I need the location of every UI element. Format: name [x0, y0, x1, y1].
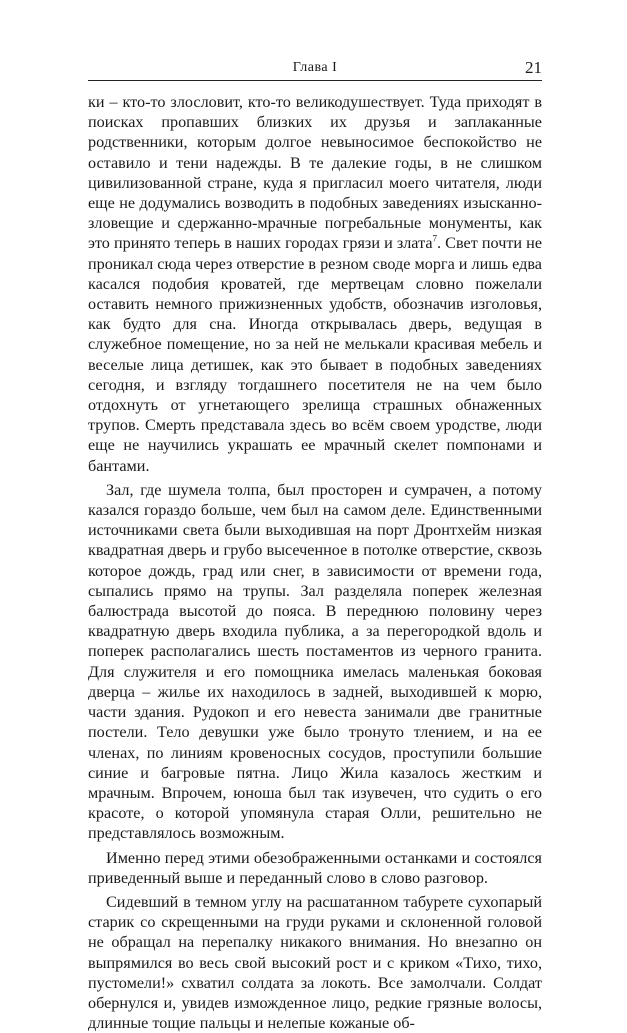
- paragraph-1: [88, 92, 542, 476]
- chapter-title: Глава I: [292, 60, 338, 75]
- footnote-marker[interactable]: 7: [432, 234, 438, 245]
- paragraph-1-text-cont: . Свет почти не проникал сюда через отверстие в резном своде морга и лишь едва касался подобия кроватей, где мертвецам словно пожелали оставить немного прижизненных удобств, обозначив изголовья, как будто для сна. Иногда открывалась дверь, ведущая в служебное помещение, но за ней не мелькали красивая мебель и веселые лица детишек, как это бывает в подобных заведениях сегодня, и взгляду тогдашнего посетителя не на чем было отдохнуть от угнетающего зрелища страшных обнаженных трупов. Смерть представала здесь во всём своем уродстве, люди еще не научились украшать ее мрачный скелет помпонами и бантами.: [88, 234, 543, 475]
- paragraph-2: Зал, где шумела толпа, был просторен и сумрачен, а потому казался гораздо больше, чем был на самом деле. Единственными источниками света были выходившая на порт Дронтхейм низкая квадратная дверь и грубо высеченное в потолке отверстие, сквозь которое дождь, град или снег, в зависимости от времени года, сыпались прямо на трупы. Зал разделяла поперек железная балюстрада высотой до пояса. В переднюю половину через квадратную дверь входила публика, а за перегородкой вдоль и поперек располагались шесть постаментов из черного гранита. Для служителя и его помощника имелась маленькая боковая дверца – жилье их находилось в задней, выходившей к морю, части здания. Рудокоп и его невеста занимали две гранитные постели. Тело девушки уже было тронуто тлением, и на ее членах, по линиям кровеносных сосудов, проступили большие синие и багровые пятна. Лицо Жила казалось жестким и мрачным. Впрочем, юноша был так изувечен, что судить о его красоте, о которой упомянула старая Олли, решительно не представлялось возможным.: [88, 480, 542, 843]
- body-text: [88, 92, 542, 1033]
- paragraph-4: Сидевший в темном углу на расшатанном табурете сухопарый старик со скрещенными на груди руками и склоненной головой не обращал на перепалку никакого внимания. Но внезапно он выпрямился во весь свой высокий рост и с криком «Тихо, тихо, пустомели!» схватил солдата за локоть. Все замолчали. Солдат обернулся и, увидев изможденное лицо, редкие грязные волосы, длинные тощие пальцы и нелепые кожаные об-: [88, 892, 542, 1033]
- running-header: [88, 58, 542, 81]
- paragraph-3: Именно перед этими обезображенными останками и состоялся приведенный выше и переданный слово в слово разговор.: [88, 848, 542, 887]
- page-number: 21: [525, 58, 542, 77]
- paragraph-1-text: ки – кто-то злословит, кто-то великодушествует. Туда приходят в поисках пропавших близких их друзья и заплаканные родственники, которым долгое невыносимое беспокойство не оставило и тени надежды. В те далекие годы, в не слишком цивилизованной стране, куда я пригласил моего читателя, люди еще не додумались возводить в подобных заведениях изысканно-зловещие и сдержанно-мрачные погребальные монументы, как это принято теперь в наших городах грязи и злата: [88, 93, 542, 253]
